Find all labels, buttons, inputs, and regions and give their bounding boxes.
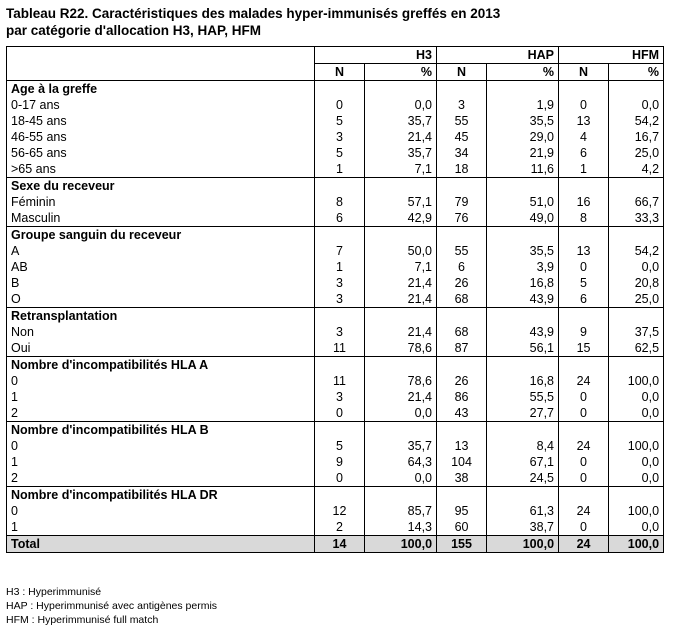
section-header-row <box>7 422 664 439</box>
count-cell: 3 <box>315 291 365 308</box>
percent-cell: 100,0 <box>609 503 664 519</box>
empty-cell <box>609 227 664 244</box>
count-cell: 3 <box>437 97 487 113</box>
row-label: B <box>7 275 315 291</box>
percent-cell: 78,6 <box>365 340 437 357</box>
table-row <box>7 97 664 113</box>
count-cell: 6 <box>559 291 609 308</box>
row-label: 2 <box>7 405 315 422</box>
percent-cell: 38,7 <box>487 519 559 536</box>
empty-cell <box>365 357 437 374</box>
row-label: 18-45 ans <box>7 113 315 129</box>
empty-cell <box>437 227 487 244</box>
percent-cell: 7,1 <box>365 259 437 275</box>
percent-cell: 0,0 <box>609 389 664 405</box>
header-corner-sub <box>7 64 315 81</box>
percent-cell: 21,9 <box>487 145 559 161</box>
percent-cell: 14,3 <box>365 519 437 536</box>
empty-cell <box>609 357 664 374</box>
section-header-row <box>7 487 664 504</box>
count-cell: 9 <box>559 324 609 340</box>
table-row <box>7 259 664 275</box>
percent-cell: 100,0 <box>609 373 664 389</box>
empty-cell <box>609 308 664 325</box>
empty-cell <box>437 487 487 504</box>
row-label: 0 <box>7 503 315 519</box>
table-row <box>7 291 664 308</box>
percent-cell: 37,5 <box>609 324 664 340</box>
section-title: Groupe sanguin du receveur <box>7 227 315 244</box>
percent-cell: 100,0 <box>609 438 664 454</box>
section-header-row <box>7 178 664 195</box>
characteristics-table <box>6 46 664 553</box>
percent-cell: 33,3 <box>609 210 664 227</box>
group-header: HAP <box>437 47 559 64</box>
count-cell: 13 <box>559 113 609 129</box>
empty-cell <box>315 178 365 195</box>
empty-cell <box>315 81 365 98</box>
percent-cell: 20,8 <box>609 275 664 291</box>
subheader-cell: % <box>365 64 437 81</box>
section-title: Nombre d'incompatibilités HLA A <box>7 357 315 374</box>
count-cell: 0 <box>559 389 609 405</box>
table-title <box>6 5 670 39</box>
percent-cell: 4,2 <box>609 161 664 178</box>
count-cell: 0 <box>559 519 609 536</box>
empty-cell <box>559 357 609 374</box>
table-row <box>7 340 664 357</box>
count-cell: 4 <box>559 129 609 145</box>
percent-cell: 61,3 <box>487 503 559 519</box>
total-count-cell: 24 <box>559 536 609 553</box>
percent-cell: 62,5 <box>609 340 664 357</box>
group-header: H3 <box>315 47 437 64</box>
percent-cell: 0,0 <box>609 405 664 422</box>
percent-cell: 3,9 <box>487 259 559 275</box>
table-row <box>7 324 664 340</box>
percent-cell: 21,4 <box>365 291 437 308</box>
percent-cell: 0,0 <box>365 405 437 422</box>
count-cell: 0 <box>315 470 365 487</box>
row-label: Non <box>7 324 315 340</box>
count-cell: 68 <box>437 324 487 340</box>
row-label: 0-17 ans <box>7 97 315 113</box>
title-line-1 <box>6 5 670 22</box>
table-number: Tableau R22. <box>6 6 89 21</box>
count-cell: 0 <box>559 454 609 470</box>
table-row <box>7 113 664 129</box>
section-header-row <box>7 308 664 325</box>
empty-cell <box>365 227 437 244</box>
table-row <box>7 210 664 227</box>
subheader-cell: % <box>609 64 664 81</box>
percent-cell: 43,9 <box>487 324 559 340</box>
percent-cell: 7,1 <box>365 161 437 178</box>
empty-cell <box>609 487 664 504</box>
empty-cell <box>437 81 487 98</box>
count-cell: 5 <box>559 275 609 291</box>
count-cell: 5 <box>315 438 365 454</box>
empty-cell <box>365 308 437 325</box>
table-row <box>7 503 664 519</box>
count-cell: 24 <box>559 503 609 519</box>
count-cell: 24 <box>559 438 609 454</box>
count-cell: 0 <box>559 259 609 275</box>
section-header-row <box>7 81 664 98</box>
count-cell: 0 <box>559 405 609 422</box>
count-cell: 13 <box>437 438 487 454</box>
count-cell: 34 <box>437 145 487 161</box>
percent-cell: 21,4 <box>365 129 437 145</box>
percent-cell: 66,7 <box>609 194 664 210</box>
count-cell: 104 <box>437 454 487 470</box>
percent-cell: 54,2 <box>609 243 664 259</box>
row-label: 1 <box>7 519 315 536</box>
empty-cell <box>315 422 365 439</box>
total-percent-cell: 100,0 <box>487 536 559 553</box>
title-text-2: par catégorie d'allocation H3, HAP, HFM <box>6 23 262 38</box>
count-cell: 11 <box>315 340 365 357</box>
row-label: O <box>7 291 315 308</box>
empty-cell <box>315 357 365 374</box>
percent-cell: 1,9 <box>487 97 559 113</box>
count-cell: 1 <box>559 161 609 178</box>
count-cell: 26 <box>437 275 487 291</box>
row-label: AB <box>7 259 315 275</box>
footnote-hfm: HFM : Hyperimmunisé full match <box>6 614 159 626</box>
row-label: 0 <box>7 373 315 389</box>
count-cell: 7 <box>315 243 365 259</box>
count-cell: 3 <box>315 389 365 405</box>
percent-cell: 16,8 <box>487 373 559 389</box>
count-cell: 15 <box>559 340 609 357</box>
empty-cell <box>365 487 437 504</box>
percent-cell: 67,1 <box>487 454 559 470</box>
table-row <box>7 438 664 454</box>
table-row <box>7 194 664 210</box>
empty-cell <box>365 422 437 439</box>
section-title: Nombre d'incompatibilités HLA B <box>7 422 315 439</box>
empty-cell <box>609 422 664 439</box>
percent-cell: 35,5 <box>487 113 559 129</box>
percent-cell: 50,0 <box>365 243 437 259</box>
count-cell: 26 <box>437 373 487 389</box>
percent-cell: 29,0 <box>487 129 559 145</box>
percent-cell: 0,0 <box>365 470 437 487</box>
count-cell: 9 <box>315 454 365 470</box>
count-cell: 86 <box>437 389 487 405</box>
table-row <box>7 145 664 161</box>
section-title: Sexe du receveur <box>7 178 315 195</box>
percent-cell: 57,1 <box>365 194 437 210</box>
percent-cell: 21,4 <box>365 389 437 405</box>
percent-cell: 21,4 <box>365 324 437 340</box>
percent-cell: 0,0 <box>609 470 664 487</box>
table-row <box>7 470 664 487</box>
percent-cell: 0,0 <box>609 454 664 470</box>
count-cell: 6 <box>559 145 609 161</box>
count-cell: 87 <box>437 340 487 357</box>
percent-cell: 0,0 <box>365 97 437 113</box>
empty-cell <box>559 422 609 439</box>
count-cell: 8 <box>315 194 365 210</box>
empty-cell <box>315 487 365 504</box>
percent-cell: 35,7 <box>365 113 437 129</box>
count-cell: 0 <box>559 470 609 487</box>
count-cell: 95 <box>437 503 487 519</box>
empty-cell <box>365 178 437 195</box>
count-cell: 11 <box>315 373 365 389</box>
percent-cell: 16,7 <box>609 129 664 145</box>
row-label: 0 <box>7 438 315 454</box>
empty-cell <box>315 308 365 325</box>
total-label: Total <box>7 536 315 553</box>
percent-cell: 0,0 <box>609 519 664 536</box>
percent-cell: 25,0 <box>609 291 664 308</box>
section-title: Nombre d'incompatibilités HLA DR <box>7 487 315 504</box>
percent-cell: 24,5 <box>487 470 559 487</box>
footnote-h3: H3 : Hyperimmunisé <box>6 586 102 598</box>
percent-cell: 35,7 <box>365 145 437 161</box>
table-row <box>7 373 664 389</box>
header-corner <box>7 47 315 64</box>
empty-cell <box>559 227 609 244</box>
row-label: >65 ans <box>7 161 315 178</box>
subheader-cell: N <box>437 64 487 81</box>
subheader-cell: N <box>315 64 365 81</box>
empty-cell <box>315 227 365 244</box>
empty-cell <box>559 308 609 325</box>
row-label: A <box>7 243 315 259</box>
percent-cell: 25,0 <box>609 145 664 161</box>
percent-cell: 21,4 <box>365 275 437 291</box>
section-title: Age à la greffe <box>7 81 315 98</box>
percent-cell: 27,7 <box>487 405 559 422</box>
count-cell: 18 <box>437 161 487 178</box>
empty-cell <box>559 178 609 195</box>
empty-cell <box>609 81 664 98</box>
table-row <box>7 243 664 259</box>
row-label: 1 <box>7 389 315 405</box>
total-count-cell: 14 <box>315 536 365 553</box>
count-cell: 16 <box>559 194 609 210</box>
count-cell: 38 <box>437 470 487 487</box>
empty-cell <box>487 178 559 195</box>
section-title: Retransplantation <box>7 308 315 325</box>
table-row <box>7 275 664 291</box>
row-label: Féminin <box>7 194 315 210</box>
empty-cell <box>437 178 487 195</box>
empty-cell <box>487 81 559 98</box>
percent-cell: 0,0 <box>609 97 664 113</box>
count-cell: 55 <box>437 113 487 129</box>
count-cell: 13 <box>559 243 609 259</box>
empty-cell <box>559 81 609 98</box>
percent-cell: 43,9 <box>487 291 559 308</box>
percent-cell: 54,2 <box>609 113 664 129</box>
count-cell: 55 <box>437 243 487 259</box>
percent-cell: 16,8 <box>487 275 559 291</box>
percent-cell: 51,0 <box>487 194 559 210</box>
count-cell: 0 <box>559 97 609 113</box>
empty-cell <box>487 227 559 244</box>
count-cell: 1 <box>315 161 365 178</box>
row-label: 1 <box>7 454 315 470</box>
row-label: 56-65 ans <box>7 145 315 161</box>
count-cell: 8 <box>559 210 609 227</box>
section-header-row <box>7 227 664 244</box>
percent-cell: 0,0 <box>609 259 664 275</box>
percent-cell: 85,7 <box>365 503 437 519</box>
empty-cell <box>487 357 559 374</box>
table-row <box>7 519 664 536</box>
group-header: HFM <box>559 47 664 64</box>
count-cell: 5 <box>315 145 365 161</box>
header-row-subheaders <box>7 64 664 81</box>
table-row <box>7 161 664 178</box>
total-row <box>7 536 664 553</box>
title-text-1: Caractéristiques des malades hyper-immunisés greffés en 2013 <box>92 6 501 21</box>
percent-cell: 35,5 <box>487 243 559 259</box>
empty-cell <box>437 357 487 374</box>
empty-cell <box>487 422 559 439</box>
subheader-cell: % <box>487 64 559 81</box>
count-cell: 45 <box>437 129 487 145</box>
empty-cell <box>437 422 487 439</box>
table-row <box>7 389 664 405</box>
subheader-cell: N <box>559 64 609 81</box>
percent-cell: 55,5 <box>487 389 559 405</box>
table-row <box>7 454 664 470</box>
footnote-hap: HAP : Hyperimmunisé avec antigènes permis <box>6 600 218 612</box>
footnotes <box>6 585 217 627</box>
count-cell: 1 <box>315 259 365 275</box>
percent-cell: 64,3 <box>365 454 437 470</box>
empty-cell <box>487 308 559 325</box>
table-row <box>7 129 664 145</box>
count-cell: 2 <box>315 519 365 536</box>
count-cell: 60 <box>437 519 487 536</box>
count-cell: 43 <box>437 405 487 422</box>
percent-cell: 8,4 <box>487 438 559 454</box>
row-label: 46-55 ans <box>7 129 315 145</box>
count-cell: 3 <box>315 324 365 340</box>
table-row <box>7 405 664 422</box>
count-cell: 12 <box>315 503 365 519</box>
count-cell: 3 <box>315 129 365 145</box>
count-cell: 6 <box>315 210 365 227</box>
section-header-row <box>7 357 664 374</box>
count-cell: 24 <box>559 373 609 389</box>
percent-cell: 42,9 <box>365 210 437 227</box>
empty-cell <box>487 487 559 504</box>
empty-cell <box>559 487 609 504</box>
count-cell: 79 <box>437 194 487 210</box>
empty-cell <box>437 308 487 325</box>
count-cell: 68 <box>437 291 487 308</box>
header-row-groups <box>7 47 664 64</box>
count-cell: 0 <box>315 97 365 113</box>
count-cell: 6 <box>437 259 487 275</box>
row-label: 2 <box>7 470 315 487</box>
total-count-cell: 155 <box>437 536 487 553</box>
percent-cell: 35,7 <box>365 438 437 454</box>
row-label: Masculin <box>7 210 315 227</box>
count-cell: 5 <box>315 113 365 129</box>
percent-cell: 78,6 <box>365 373 437 389</box>
count-cell: 0 <box>315 405 365 422</box>
count-cell: 76 <box>437 210 487 227</box>
total-percent-cell: 100,0 <box>609 536 664 553</box>
row-label: Oui <box>7 340 315 357</box>
percent-cell: 11,6 <box>487 161 559 178</box>
percent-cell: 49,0 <box>487 210 559 227</box>
empty-cell <box>609 178 664 195</box>
count-cell: 3 <box>315 275 365 291</box>
total-percent-cell: 100,0 <box>365 536 437 553</box>
empty-cell <box>365 81 437 98</box>
table-body <box>7 47 664 553</box>
percent-cell: 56,1 <box>487 340 559 357</box>
